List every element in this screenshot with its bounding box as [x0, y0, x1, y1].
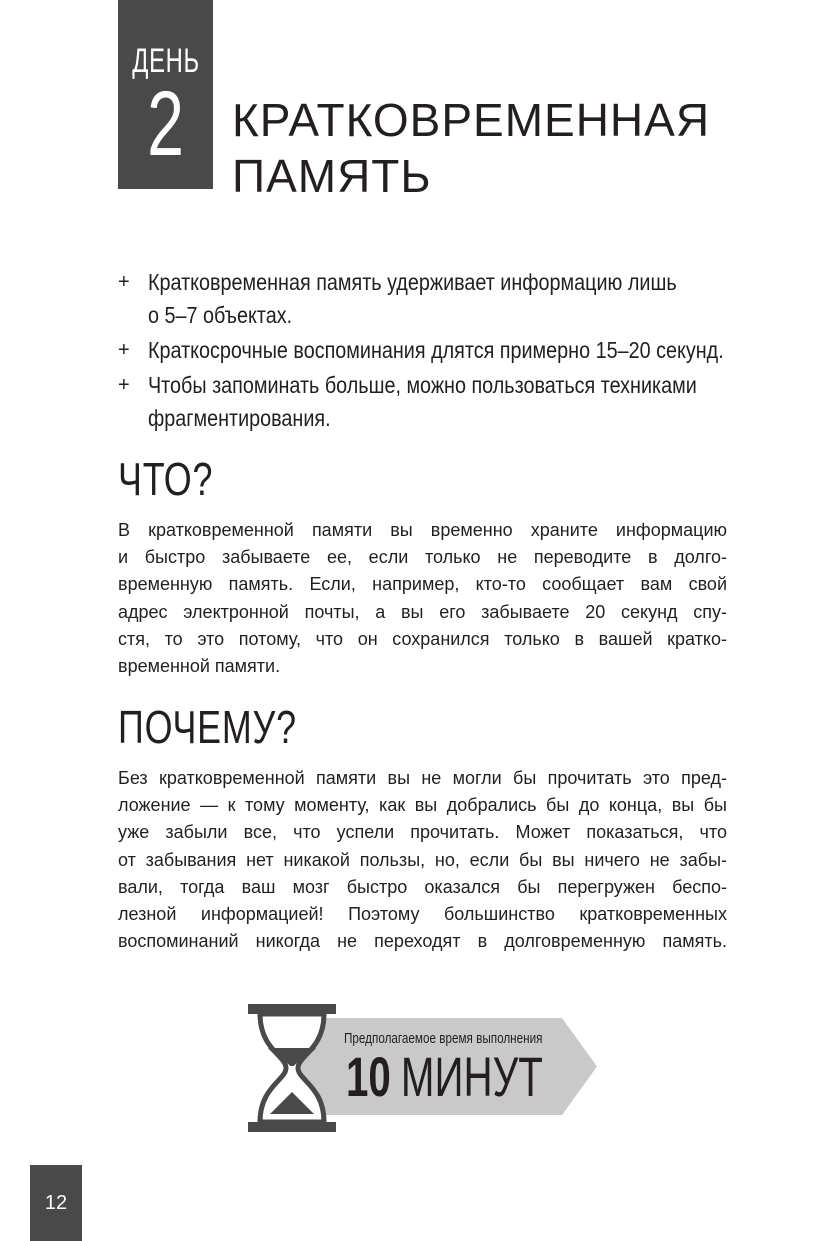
estimated-time-badge	[240, 1000, 610, 1135]
text-line: временную память. Если, например, кто-то сообщает вам свой	[118, 574, 727, 595]
section-paragraph-why	[118, 765, 727, 955]
text-line: временной памяти.	[118, 656, 281, 677]
text-line: и быстро забываете ее, если только не переводите в долго-	[118, 547, 727, 568]
duration-number: 10	[346, 1045, 391, 1108]
title-line: КРАТКОВРЕМЕННАЯ	[232, 94, 711, 146]
text-line: Без кратковременной памяти вы не могли бы прочитать это пред-	[118, 768, 727, 788]
bullet-text: Краткосрочные воспоминания длятся примерно 15–20 секунд.	[148, 337, 724, 363]
bullet-text: Чтобы запоминать больше, можно пользоваться техниками	[148, 372, 697, 398]
hourglass-icon	[246, 1004, 342, 1132]
section-heading-what: ЧТО?	[118, 453, 214, 505]
section-heading-why: ПОЧЕМУ?	[118, 701, 297, 753]
text-line: от забывания нет никакой пользы, но, если бы вы ничего не забы-	[118, 849, 727, 870]
page-number: 12	[30, 1165, 82, 1241]
text-line: ложение — к тому моменту, как вы добрались бы до конца, вы бы	[118, 795, 727, 816]
text-line: адрес электронной почты, а вы его забываете 20 секунд спу-	[118, 601, 727, 622]
day-box	[118, 0, 213, 189]
bullet-text: фрагментирования.	[148, 405, 331, 431]
title-line: ПАМЯТЬ	[232, 150, 432, 202]
text-line: В кратковременной памяти вы временно храните информацию	[118, 520, 727, 540]
bullet-text: о 5–7 объектах.	[148, 302, 293, 328]
text-line: стя, то это потому, что он сохранился только в вашей кратко-	[118, 628, 727, 649]
section-paragraph-what	[118, 517, 727, 680]
list-item	[118, 266, 738, 332]
day-number: 2	[147, 73, 184, 175]
duration-unit: МИНУТ	[400, 1045, 543, 1108]
duration	[346, 1044, 543, 1109]
day-label: ДЕНЬ	[132, 42, 200, 80]
text-line: лезной информацией! Поэтому большинство кратковременных	[118, 904, 727, 925]
key-points-list	[118, 266, 738, 437]
badge-caption: Предполагаемое время выполнения	[344, 1030, 543, 1047]
list-item	[118, 369, 738, 435]
text-line: вали, тогда ваш мозг быстро оказался бы перегружен беспо-	[118, 876, 727, 897]
plus-icon: +	[118, 271, 130, 293]
text-line: уже забыли все, что успели прочитать. Может показаться, что	[118, 822, 727, 843]
plus-icon: +	[118, 374, 130, 396]
bullet-text: Кратковременная память удерживает информацию лишь	[148, 269, 677, 295]
chapter-title	[232, 92, 710, 204]
plus-icon: +	[118, 339, 130, 361]
text-line: воспоминаний никогда не переходят в долговременную память.	[118, 931, 727, 952]
list-item	[118, 334, 738, 367]
